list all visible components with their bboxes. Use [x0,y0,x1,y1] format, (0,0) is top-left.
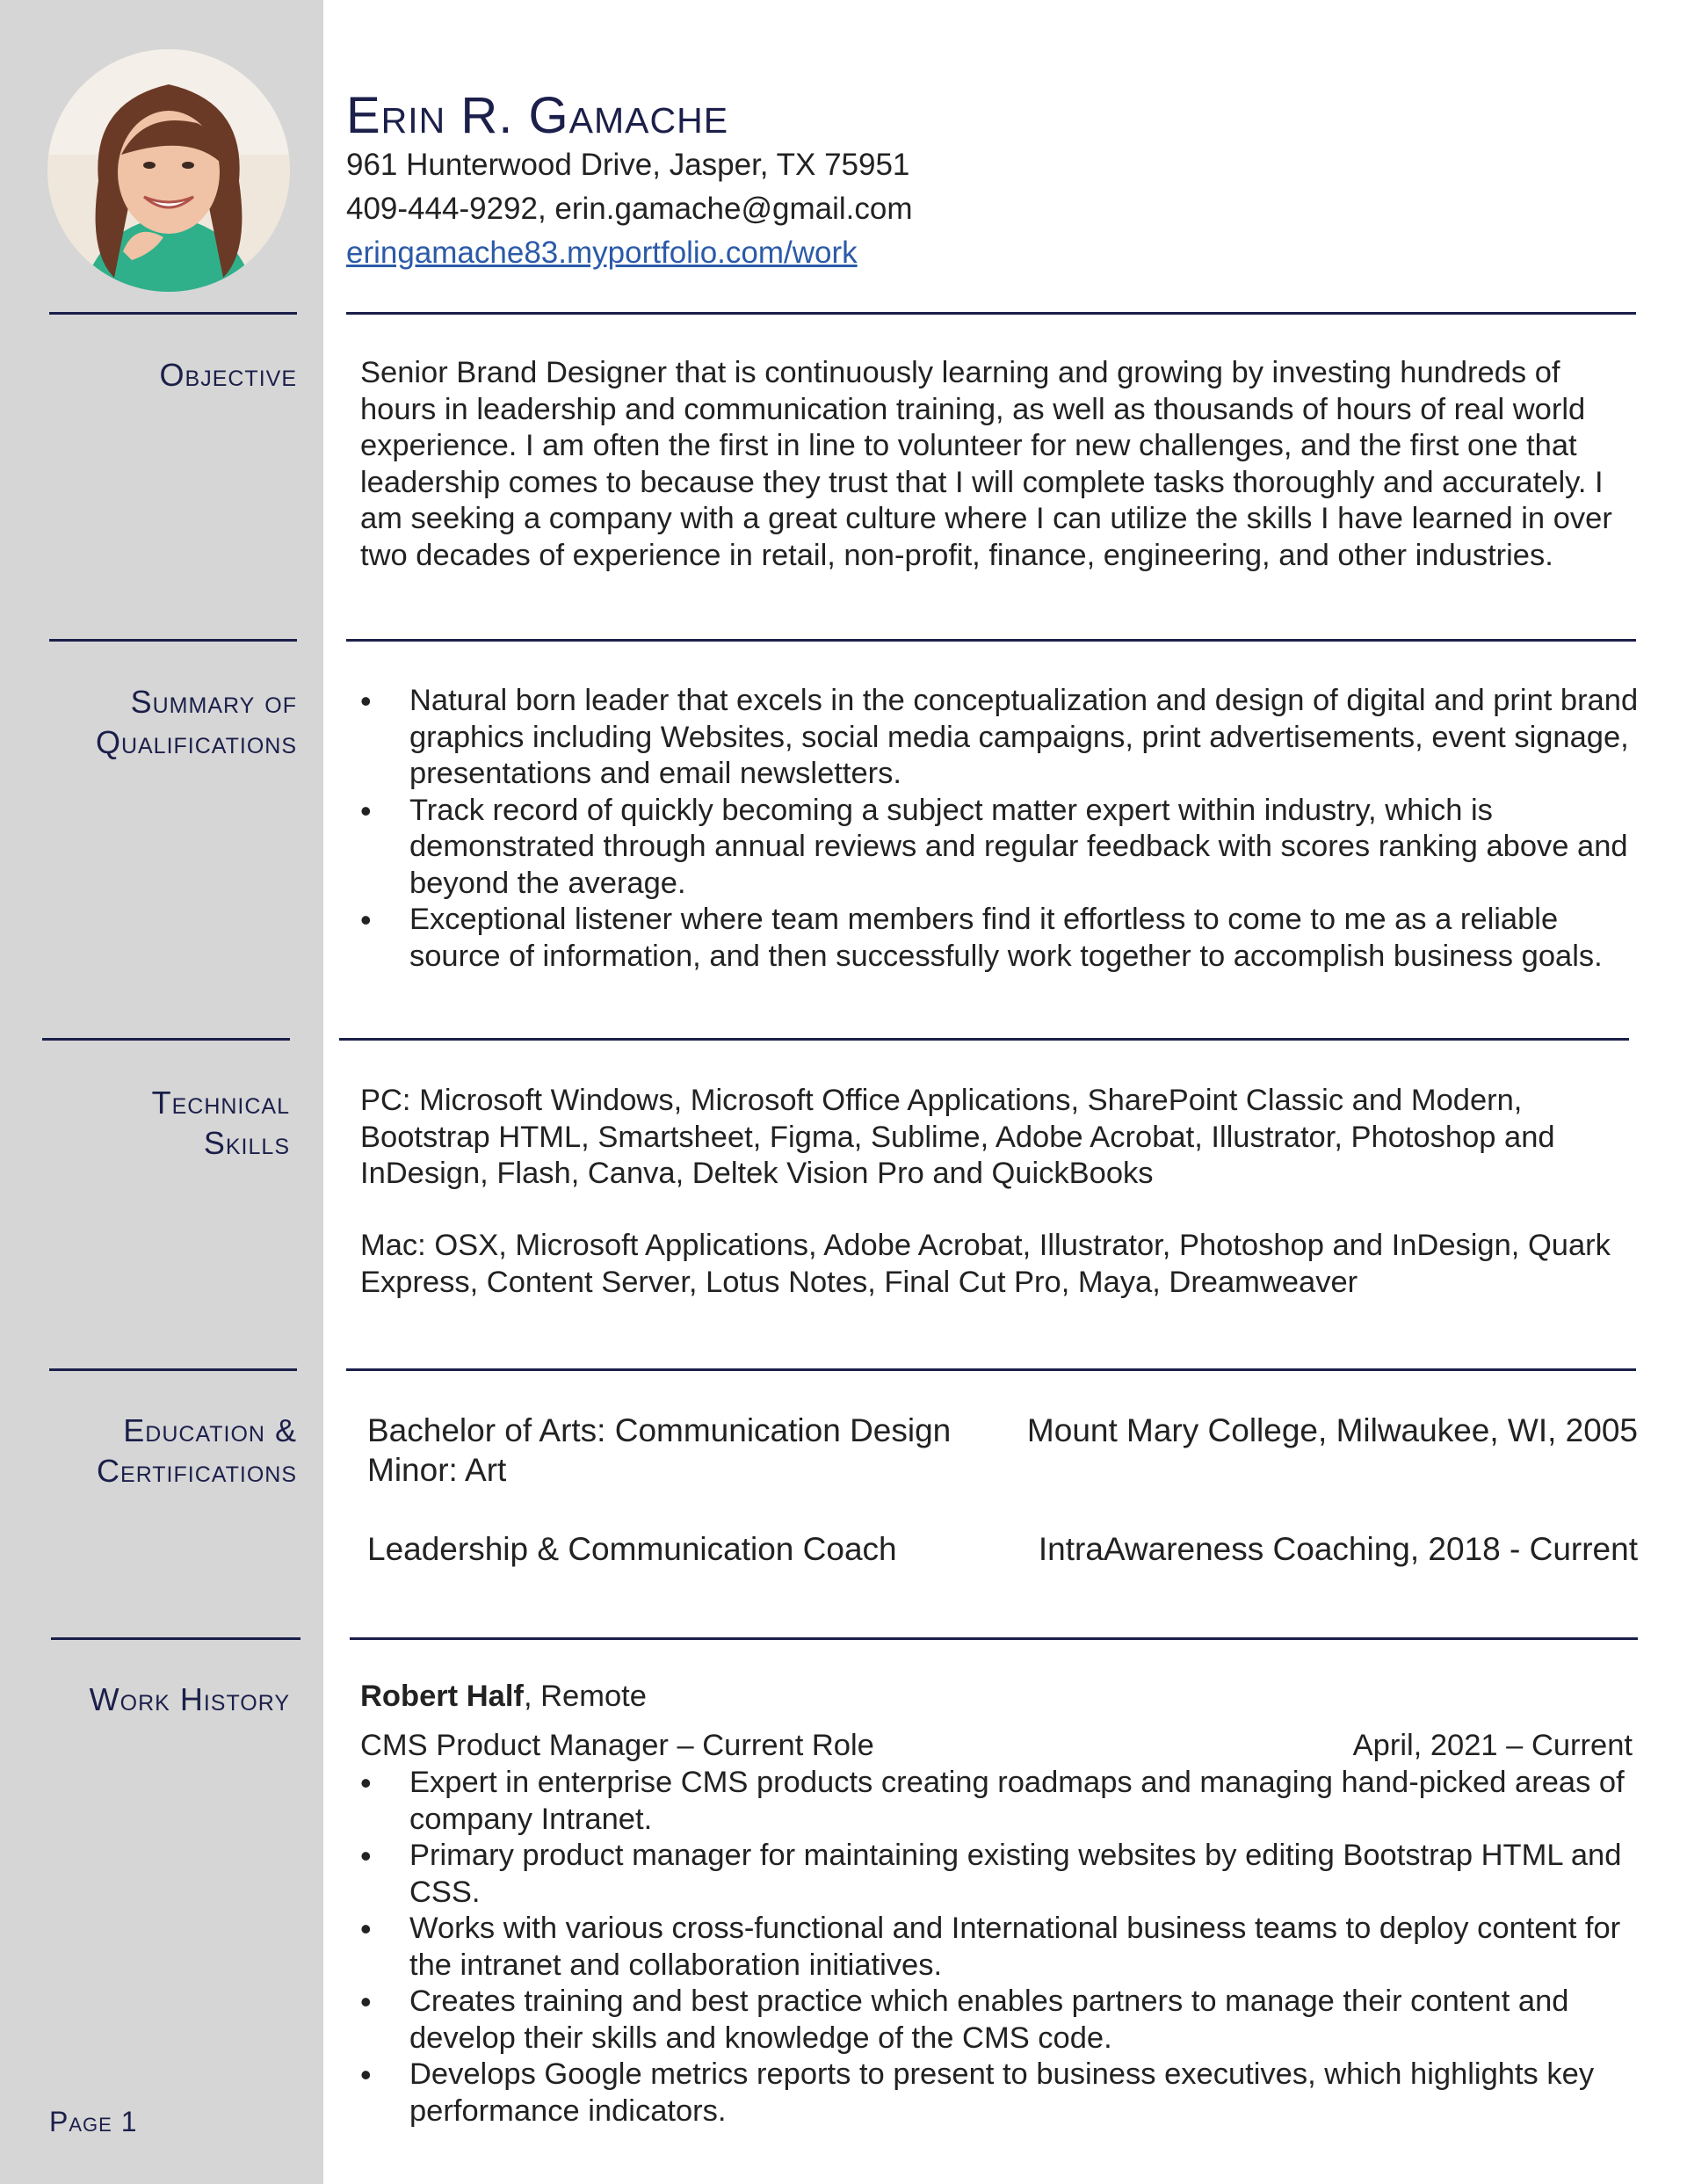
address-line: 961 Hunterwood Drive, Jasper, TX 75951 [346,148,910,182]
minor-row [367,1451,1638,1490]
section-label-education [97,1411,297,1491]
divider-right [339,1038,1629,1041]
portfolio-link[interactable]: eringamache83.myportfolio.com/work [346,236,858,270]
certification-org: IntraAwareness Coaching, 2018 - Current [1038,1531,1638,1567]
company-name: Robert Half [360,1680,524,1713]
list-item: • Works with various cross-functional and International business teams to deploy content for the intranet and collaboration initiatives. [360,1911,1643,1984]
job-title: CMS Product Manager – Current Role [360,1729,874,1762]
list-item: • Develops Google metrics reports to present to business executives, which highlights key performance indicators. [360,2057,1643,2130]
section-label-objective: Objective [159,357,297,393]
objective-text: Senior Brand Designer that is continuously learning and growing by investing hundreds of hours in leadership and communication training, as well as thousands of hours of real world experience. I am often the first in line to volunteer for new challenges, and the first one that leadership comes to because they trust that I will complete tasks thoroughly and accurately. I am seeking a company with a great culture where I can utilize the skills I have learned in over two decades of experience in retail, non-profit, finance, engineering, and other industries. [360,356,1612,572]
section-label-work: Work History [89,1681,290,1717]
label-line: Qualifications [95,724,297,760]
label-line: Technical [151,1085,290,1121]
list-item: • Track record of quickly becoming a subject matter expert within industry, which is demonstrated through annual reviews and regular feedback with scores ranking above and beyond the average. [360,793,1643,903]
job-role-line [360,1729,1633,1763]
contact-line: 409-444-9292, erin.gamache@gmail.com [346,192,913,226]
divider-left [49,639,297,642]
section-label-qualifications [96,682,297,763]
school: Mount Mary College, Milwaukee, WI, 2005 [1026,1412,1638,1448]
company-location: , Remote [523,1680,647,1713]
label-line: Skills [203,1125,290,1161]
label-line: Summary of [130,684,297,720]
list-item: • Expert in enterprise CMS products creating roadmaps and managing hand-picked areas of company Intranet. [360,1765,1643,1838]
job-company-line [360,1680,647,1714]
page-number: Page 1 [49,2106,138,2137]
resume-name: Erin R. Gamache [346,87,729,144]
label-line: Certifications [97,1453,297,1489]
education-row [367,1411,1638,1450]
degree: Bachelor of Arts: Communication Design [367,1412,952,1448]
list-item: • Primary product manager for maintaining existing websites by editing Bootstrap HTML and CSS. [360,1838,1643,1911]
qualifications-list [360,683,1643,975]
divider-right [346,312,1636,315]
list-item: • Natural born leader that excels in the conceptualization and design of digital and print brand graphics including Websites, social media campaigns, print advertisements, event signage, presentations and email newsletters. [360,683,1643,793]
job-dates: April, 2021 – Current [1352,1729,1633,1762]
list-item: • Exceptional listener where team members find it effortless to come to me as a reliable source of information, and then successfully work together to accomplish business goals. [360,902,1643,975]
divider-left [49,1368,297,1371]
skills-pc-text: PC: Microsoft Windows, Microsoft Office Applications, SharePoint Classic and Modern, Bootstrap HTML, Smartsheet, Figma, Sublime, Adobe Acrobat, Illustrator, Photoshop and InDesign, Flash, Canva, Deltek Vision Pro and QuickBooks [360,1084,1555,1190]
divider-left [49,312,297,315]
profile-photo [47,49,290,292]
section-label-skills [152,1083,290,1164]
divider-left [42,1038,290,1041]
minor: Minor: Art [367,1452,507,1488]
certification-row [367,1530,1638,1569]
divider-left [51,1637,300,1640]
certification: Leadership & Communication Coach [367,1531,897,1567]
divider-right [346,639,1636,642]
list-item: • Creates training and best practice which enables partners to manage their content and develop their skills and knowledge of the CMS code. [360,1984,1643,2057]
label-line: Education & [123,1412,297,1448]
divider-right [346,1368,1636,1371]
skills-mac-text: Mac: OSX, Microsoft Applications, Adobe Acrobat, Illustrator, Photoshop and InDesign, Quark Express, Content Server, Lotus Notes, Final Cut Pro, Maya, Dreamweaver [360,1229,1611,1299]
divider-right [350,1637,1638,1640]
work-duties-list [360,1765,1643,2130]
